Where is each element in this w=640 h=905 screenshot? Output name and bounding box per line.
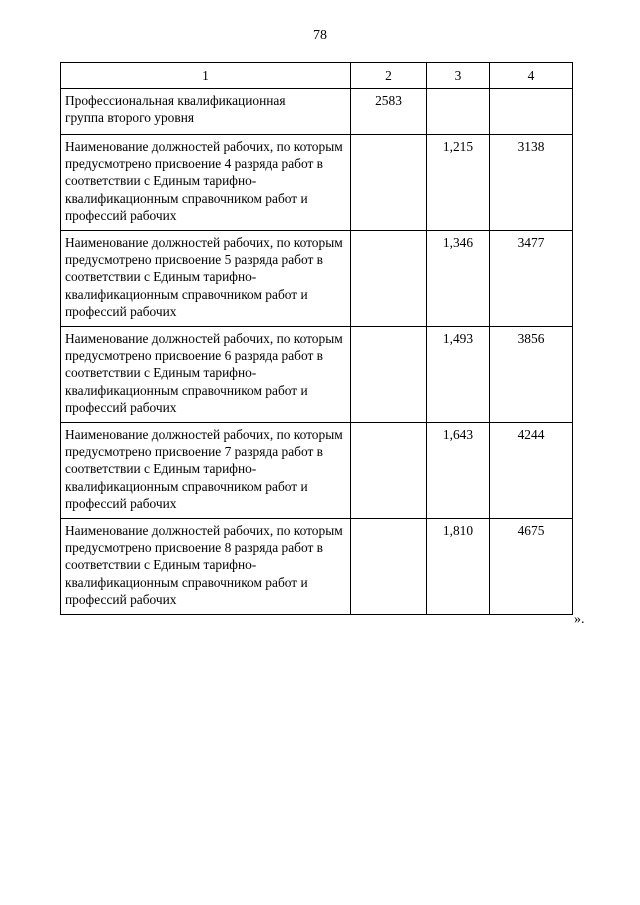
coefficient-cell: 1,643 xyxy=(427,423,490,519)
table-row xyxy=(61,327,573,423)
group-name-cell xyxy=(61,89,351,135)
position-name-cell: Наименование должностей рабочих, по которым предусмотрено присвоение 8 разряда работ в соответствии с Единым тарифно-квалификационным справочником работ и профессий рабочих xyxy=(61,519,351,615)
page-number: 78 xyxy=(313,28,327,43)
position-name-cell: Наименование должностей рабочих, по которым предусмотрено присвоение 5 разряда работ в соответствии с Единым тарифно-квалификационным справочником работ и профессий рабочих xyxy=(61,231,351,327)
coefficient-cell: 1,810 xyxy=(427,519,490,615)
salary-cell: 3856 xyxy=(490,327,573,423)
salary-cell: 4675 xyxy=(490,519,573,615)
base-salary-cell: 2583 xyxy=(351,89,427,135)
table-row xyxy=(61,89,573,135)
table-row xyxy=(61,519,573,615)
salary-cell: 4244 xyxy=(490,423,573,519)
salary-cell xyxy=(490,89,573,135)
table-header-row xyxy=(61,63,573,89)
header-cell: 4 xyxy=(490,63,573,89)
header-cell: 2 xyxy=(351,63,427,89)
table-row xyxy=(61,423,573,519)
salary-cell: 3138 xyxy=(490,135,573,231)
base-salary-cell xyxy=(351,231,427,327)
base-salary-cell xyxy=(351,135,427,231)
table-row xyxy=(61,231,573,327)
group-name-text: Профессиональная квалификационная группа второго уровня xyxy=(65,93,286,126)
table-row xyxy=(61,135,573,231)
coefficient-cell: 1,346 xyxy=(427,231,490,327)
base-salary-cell xyxy=(351,327,427,423)
salary-cell: 3477 xyxy=(490,231,573,327)
closing-quote-mark: ». xyxy=(574,612,585,627)
header-cell: 3 xyxy=(427,63,490,89)
coefficient-cell: 1,215 xyxy=(427,135,490,231)
position-name-cell: Наименование должностей рабочих, по которым предусмотрено присвоение 6 разряда работ в соответствии с Единым тарифно-квалификационным справочником работ и профессий рабочих xyxy=(61,327,351,423)
header-cell: 1 xyxy=(61,63,351,89)
base-salary-cell xyxy=(351,423,427,519)
salary-table xyxy=(60,62,573,615)
coefficient-cell: 1,493 xyxy=(427,327,490,423)
position-name-cell: Наименование должностей рабочих, по которым предусмотрено присвоение 4 разряда работ в соответствии с Единым тарифно-квалификационным справочником работ и профессий рабочих xyxy=(61,135,351,231)
coefficient-cell xyxy=(427,89,490,135)
base-salary-cell xyxy=(351,519,427,615)
position-name-cell: Наименование должностей рабочих, по которым предусмотрено присвоение 7 разряда работ в соответствии с Единым тарифно-квалификационным справочником работ и профессий рабочих xyxy=(61,423,351,519)
